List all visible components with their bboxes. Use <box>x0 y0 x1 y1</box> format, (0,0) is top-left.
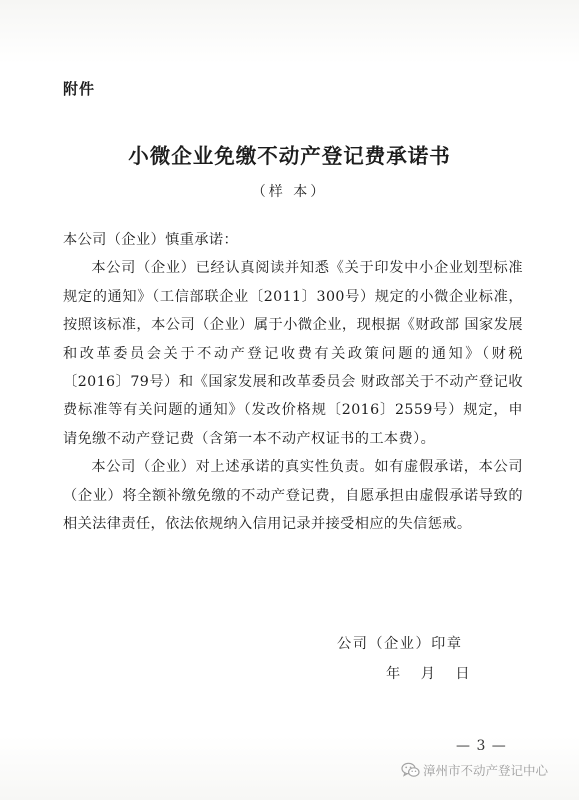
date-label: 年 月 日 <box>386 666 471 682</box>
watermark-text: 漳州市不动产登记中心 <box>423 763 549 778</box>
page-number: — 3 — <box>456 738 507 754</box>
watermark <box>401 761 548 779</box>
wechat-icon <box>401 762 420 778</box>
seal-label: 公司（企业）印章 <box>337 636 463 652</box>
commitment-paragraph: 本公司（企业）已经认真阅读并知悉《关于印发中小企业划型标准规定的通知》（工信部联企业〔2011〕300号）规定的小微企业标准，按照该标准，本公司（企业）属于小微企业，现根据《财政部 国家发展和改革委员会关于不动产登记收费有关政策问题的通知》（财税〔2016〕79号）和《国家发展和改革委员会 财政部关于不动产登记收费标准等有关问题的通知》（发改价格规〔2016〕2559号）规定，申请免缴不动产登记费（含第一本不动产权证书的工本费）。 <box>63 260 523 447</box>
attachment-label: 附件 <box>63 80 96 98</box>
document-subtitle: （样 本） <box>251 184 328 200</box>
document-title: 小微企业免缴不动产登记费承诺书 <box>128 144 451 168</box>
document-body <box>63 226 523 538</box>
salutation: 本公司（企业）慎重承诺： <box>63 232 239 248</box>
liability-paragraph: 本公司（企业）对上述承诺的真实性负责。如有虚假承诺，本公司（企业）将全额补缴免缴的不动产登记费，自愿承担由虚假承诺导致的相关法律责任，依法依规纳入信用记录并接受相应的失信惩戒。 <box>63 459 523 533</box>
